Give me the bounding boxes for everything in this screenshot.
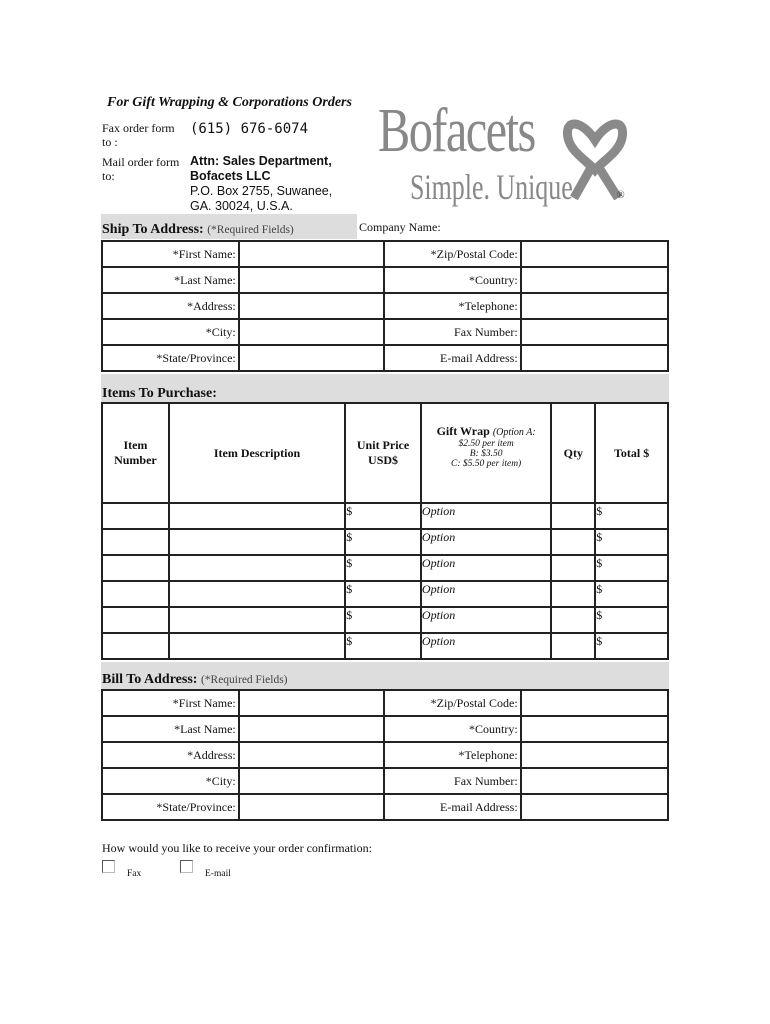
ship-to-table xyxy=(101,240,669,372)
col-gift-wrap xyxy=(421,403,551,503)
col-gift-wrap-opta: (Option A: xyxy=(492,426,536,438)
item-number-input[interactable] xyxy=(102,555,169,581)
mail-address xyxy=(190,154,332,214)
gift-wrap-option-select[interactable]: Option xyxy=(421,581,551,607)
registered-mark: ® xyxy=(617,190,625,201)
ship-to-row xyxy=(102,267,668,293)
item-description-input[interactable] xyxy=(169,633,345,659)
logo-tagline: Simple. Unique. xyxy=(410,167,580,207)
email-option-label: E-mail xyxy=(205,869,231,879)
item-number-input[interactable] xyxy=(102,503,169,529)
bill-to-field-input[interactable] xyxy=(239,690,384,716)
item-description-input[interactable] xyxy=(169,607,345,633)
bill-to-required-note: (*Required Fields) xyxy=(200,674,288,686)
total-input[interactable]: $ xyxy=(595,555,668,581)
gift-wrap-option-select[interactable]: Option xyxy=(421,555,551,581)
item-number-input[interactable] xyxy=(102,581,169,607)
bill-to-heading-text: Bill To Address: xyxy=(102,672,198,687)
bill-to-field-label: *Telephone: xyxy=(384,742,521,768)
fax-label xyxy=(102,121,175,149)
bill-to-row xyxy=(102,690,668,716)
col-gift-wrap-b: B: $3.50 xyxy=(469,448,503,459)
ship-to-field-input[interactable] xyxy=(239,319,384,345)
item-row xyxy=(102,503,668,529)
mail-label xyxy=(102,155,179,183)
bill-to-field-input[interactable] xyxy=(239,768,384,794)
unit-price-input[interactable]: $ xyxy=(345,607,421,633)
item-row xyxy=(102,633,668,659)
form-title: For Gift Wrapping & Corporations Orders xyxy=(107,95,352,110)
fax-label-line1: Fax order form xyxy=(102,121,175,135)
qty-input[interactable] xyxy=(551,607,595,633)
ship-to-required-note: (*Required Fields) xyxy=(207,224,294,236)
ship-to-field-input[interactable] xyxy=(521,345,668,371)
ship-to-field-input[interactable] xyxy=(521,241,668,267)
ship-to-field-label: *State/Province: xyxy=(102,345,239,371)
bill-to-row xyxy=(102,742,668,768)
items-heading: Items To Purchase: xyxy=(102,386,217,401)
ribbon-heart-icon xyxy=(562,100,628,200)
bill-to-field-input[interactable] xyxy=(521,690,668,716)
col-item-number xyxy=(102,403,169,503)
bill-to-field-label: *Country: xyxy=(384,716,521,742)
qty-input[interactable] xyxy=(551,581,595,607)
ship-to-heading-text: Ship To Address: xyxy=(102,222,204,237)
bill-to-field-input[interactable] xyxy=(521,742,668,768)
fax-option-label: Fax xyxy=(127,869,142,879)
mail-label-line1: Mail order form xyxy=(102,155,180,169)
gift-wrap-option-select[interactable]: Option xyxy=(421,529,551,555)
ship-to-row xyxy=(102,241,668,267)
total-input[interactable]: $ xyxy=(595,633,668,659)
qty-input[interactable] xyxy=(551,529,595,555)
col-gift-wrap-c: C: $5.50 per item) xyxy=(451,458,522,469)
gift-wrap-option-select[interactable]: Option xyxy=(421,503,551,529)
total-input[interactable]: $ xyxy=(595,607,668,633)
mail-street: P.O. Box 2755, Suwanee, xyxy=(190,184,333,198)
ship-to-field-label: *City: xyxy=(102,319,239,345)
item-row xyxy=(102,581,668,607)
ship-to-field-input[interactable] xyxy=(239,345,384,371)
total-input[interactable]: $ xyxy=(595,529,668,555)
col-qty: Qty xyxy=(551,403,595,503)
unit-price-input[interactable]: $ xyxy=(345,633,421,659)
ship-to-field-input[interactable] xyxy=(239,267,384,293)
ship-to-field-input[interactable] xyxy=(239,293,384,319)
bill-to-field-label: *State/Province: xyxy=(102,794,239,820)
item-row xyxy=(102,607,668,633)
item-row xyxy=(102,529,668,555)
item-description-input[interactable] xyxy=(169,503,345,529)
col-item-number-line1: Item xyxy=(123,438,148,452)
ship-to-field-label: Fax Number: xyxy=(384,319,521,345)
gift-wrap-option-select[interactable]: Option xyxy=(421,607,551,633)
item-row xyxy=(102,555,668,581)
bill-to-field-input[interactable] xyxy=(239,716,384,742)
col-gift-wrap-title: Gift Wrap xyxy=(436,423,490,438)
logo-wordmark: Bofacets xyxy=(378,97,535,165)
ship-to-field-label: *Telephone: xyxy=(384,293,521,319)
bill-to-row xyxy=(102,716,668,742)
bill-to-field-label: *Address: xyxy=(102,742,239,768)
col-item-number-line2: Number xyxy=(114,453,157,467)
bill-to-field-label: *Zip/Postal Code: xyxy=(384,690,521,716)
bill-to-field-input[interactable] xyxy=(521,716,668,742)
item-number-input[interactable] xyxy=(102,529,169,555)
mail-label-line2: to: xyxy=(102,169,115,183)
item-number-input[interactable] xyxy=(102,633,169,659)
ship-to-field-label: *Zip/Postal Code: xyxy=(384,241,521,267)
item-description-input[interactable] xyxy=(169,555,345,581)
qty-input[interactable] xyxy=(551,503,595,529)
mail-attn: Attn: Sales Department, xyxy=(190,154,332,168)
col-total-text: Total $ xyxy=(613,445,650,460)
ship-to-field-label: *Country: xyxy=(384,267,521,293)
ship-to-field-input[interactable] xyxy=(521,319,668,345)
bill-to-field-input[interactable] xyxy=(239,742,384,768)
fax-label-line2: to : xyxy=(102,135,118,149)
bill-to-field-label: *Last Name: xyxy=(102,716,239,742)
bill-to-field-input[interactable] xyxy=(239,794,384,820)
total-input[interactable]: $ xyxy=(595,503,668,529)
bill-to-field-input[interactable] xyxy=(521,794,668,820)
item-description-input[interactable] xyxy=(169,529,345,555)
bill-to-field-label: *City: xyxy=(102,768,239,794)
ship-to-field-label: *First Name: xyxy=(102,241,239,267)
bill-to-field-label: E-mail Address: xyxy=(384,794,521,820)
total-input[interactable]: $ xyxy=(595,581,668,607)
col-unit-price xyxy=(345,403,421,503)
ship-to-field-label: *Address: xyxy=(102,293,239,319)
unit-price-input[interactable]: $ xyxy=(345,581,421,607)
ship-to-field-input[interactable] xyxy=(521,293,668,319)
qty-input[interactable] xyxy=(551,555,595,581)
company-name-label: Company Name: xyxy=(359,220,441,234)
fax-number: (615) 676-6074 xyxy=(190,121,309,137)
col-unit-price-line2: USD$ xyxy=(368,453,399,467)
fax-checkbox[interactable] xyxy=(102,860,115,873)
bill-to-row xyxy=(102,768,668,794)
ship-to-field-label: *Last Name: xyxy=(102,267,239,293)
bill-to-row xyxy=(102,794,668,820)
ship-to-row xyxy=(102,345,668,371)
items-table xyxy=(101,402,669,660)
unit-price-input[interactable]: $ xyxy=(345,503,421,529)
bill-to-field-label: *First Name: xyxy=(102,690,239,716)
ship-to-field-label: E-mail Address: xyxy=(384,345,521,371)
item-description-input[interactable] xyxy=(169,581,345,607)
bill-to-table xyxy=(101,689,669,821)
bill-to-field-label: Fax Number: xyxy=(384,768,521,794)
email-checkbox[interactable] xyxy=(180,860,193,873)
ship-to-field-input[interactable] xyxy=(521,267,668,293)
col-unit-price-line1: Unit Price xyxy=(356,438,410,452)
bill-to-heading xyxy=(102,672,288,688)
col-item-description: Item Description xyxy=(169,403,345,503)
ship-to-row xyxy=(102,319,668,345)
item-number-input[interactable] xyxy=(102,607,169,633)
confirmation-question: How would you like to receive your order confirmation: xyxy=(102,841,372,855)
bill-to-field-input[interactable] xyxy=(521,768,668,794)
ship-to-row xyxy=(102,293,668,319)
ship-to-field-input[interactable] xyxy=(239,241,384,267)
col-gift-wrap-a: $2.50 per item xyxy=(458,438,514,449)
unit-price-input[interactable]: $ xyxy=(345,555,421,581)
qty-input[interactable] xyxy=(551,633,595,659)
mail-company: Bofacets LLC xyxy=(190,169,271,183)
gift-wrap-option-select[interactable]: Option xyxy=(421,633,551,659)
ship-to-heading xyxy=(102,222,294,238)
unit-price-input[interactable]: $ xyxy=(345,529,421,555)
mail-city: GA. 30024, U.S.A. xyxy=(190,199,293,213)
col-total xyxy=(595,403,668,503)
